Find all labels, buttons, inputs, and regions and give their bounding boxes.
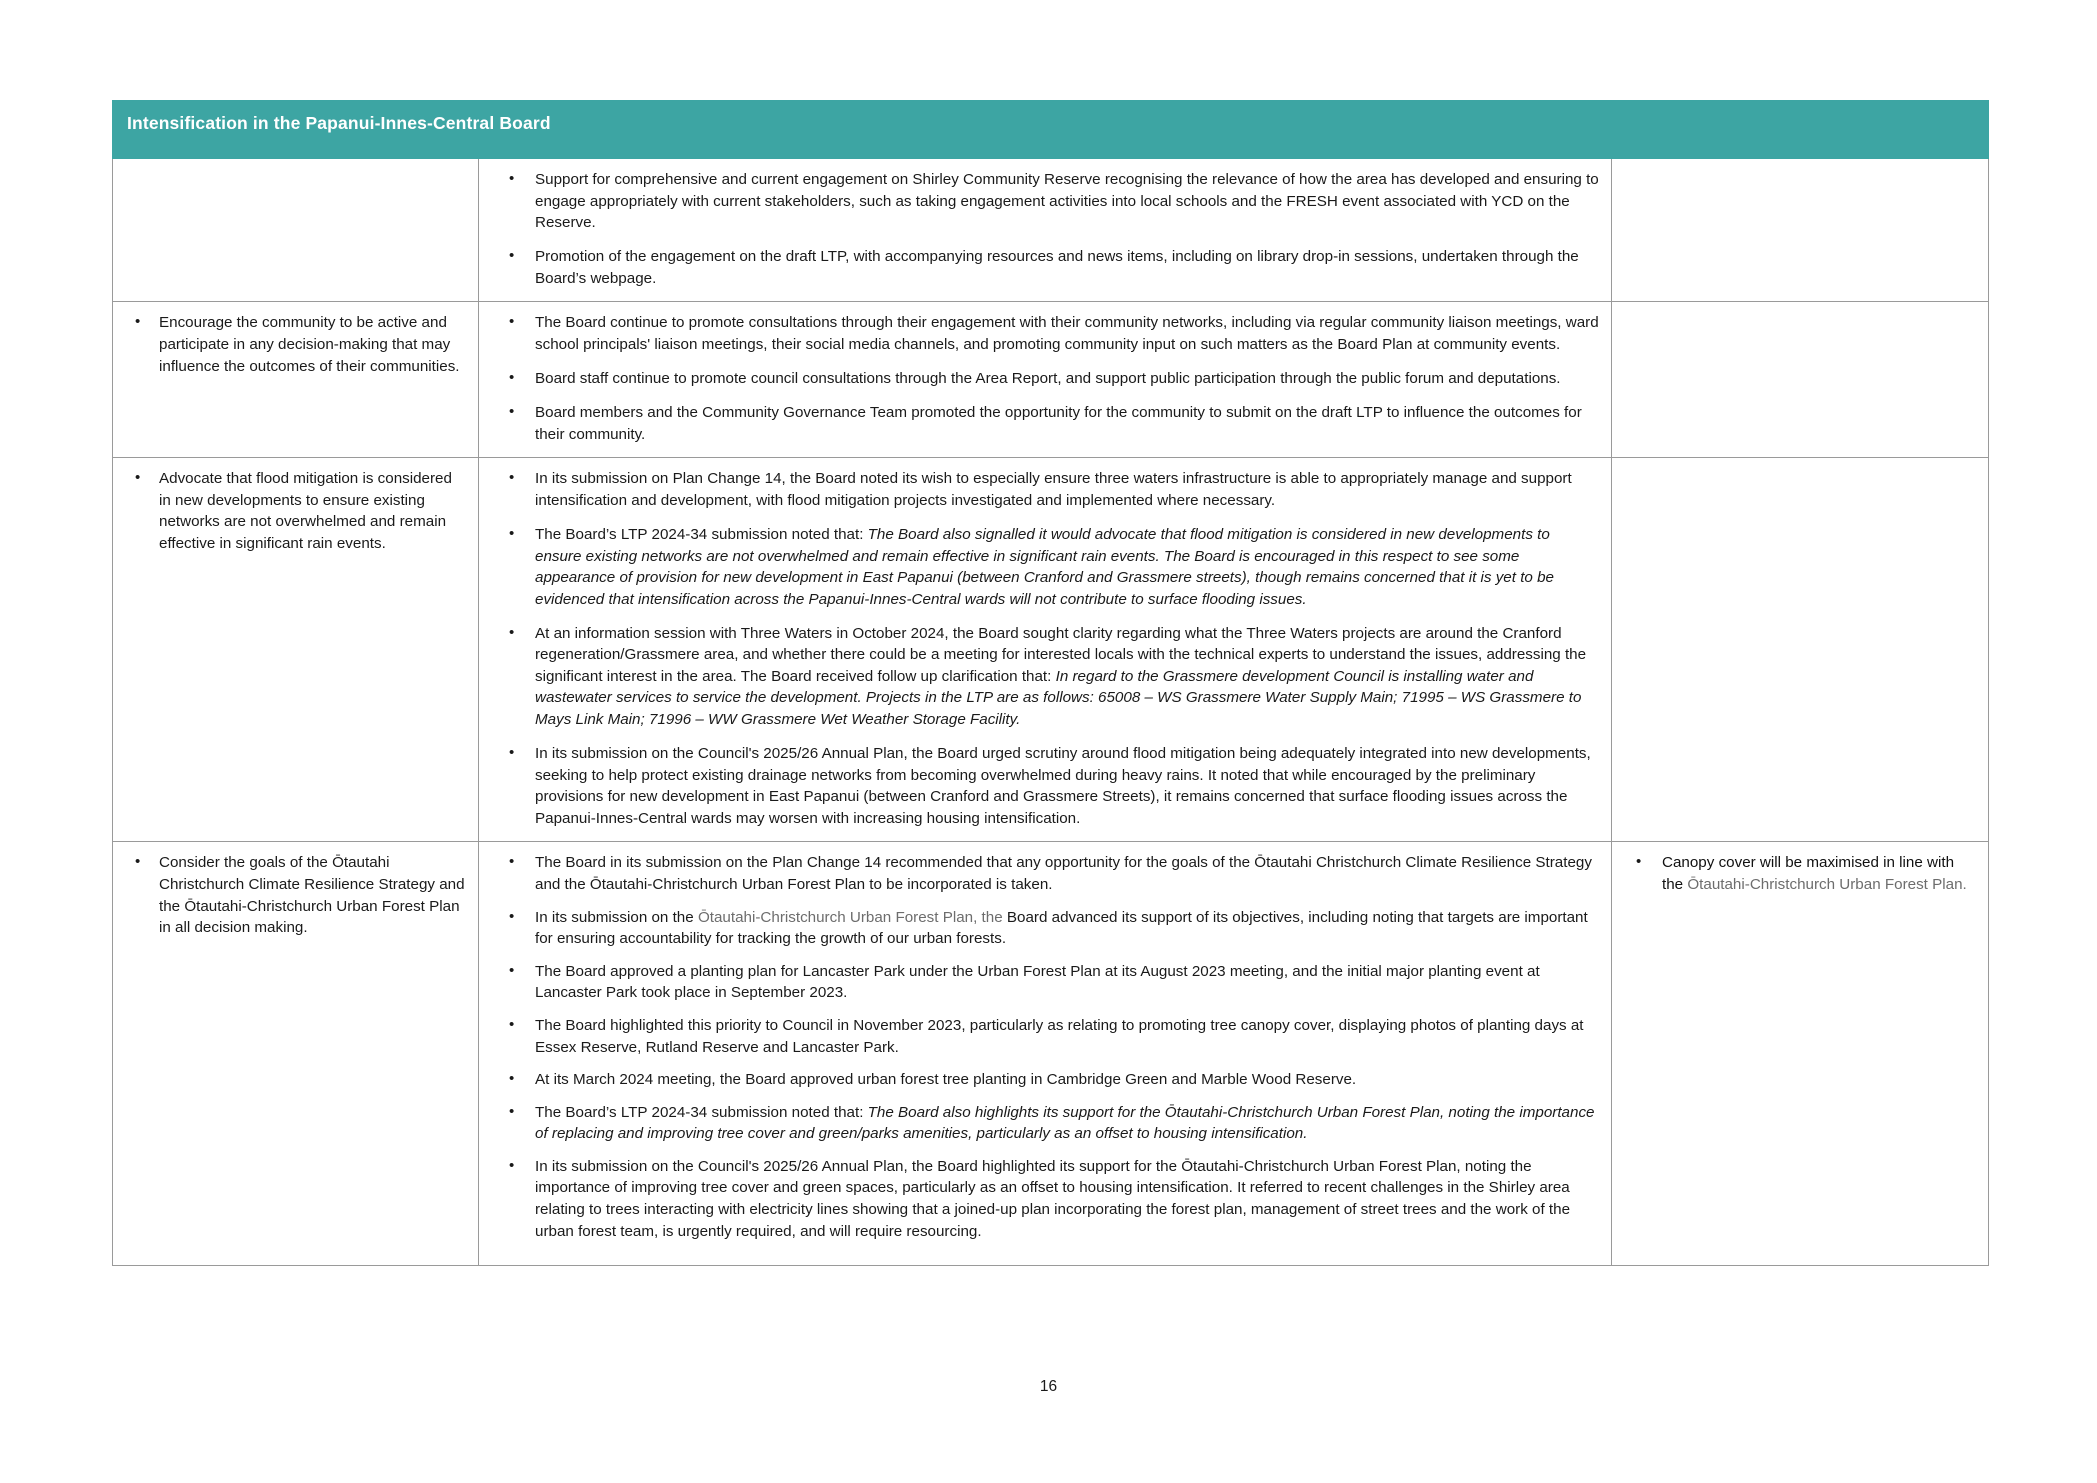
table-row — [113, 842, 1989, 1266]
text-run: At its March 2024 meeting, the Board approved urban forest tree planting in Cambridge Green and Marble Wood Reserve. — [535, 1071, 1357, 1089]
objective-list-r4 — [125, 852, 466, 938]
outcome-content-r2 — [1612, 302, 1988, 324]
text-run: The Board highlighted this priority to Council in November 2023, particularly as relating to promoting tree canopy cover, displaying photos of planting days at Essex Reserve, Rutland Reserve and Lancaster Park. — [535, 1016, 1584, 1056]
activity-cell — [479, 458, 1612, 842]
activity-content-r1 — [479, 159, 1611, 301]
list-item: • Promotion of the engagement on the draft LTP, with accompanying resources and news items, including on library drop-in sessions, undertaken through the Board’s webpage. — [497, 246, 1599, 289]
activity-cell — [479, 842, 1612, 1266]
text-run: In its submission on the Council's 2025/26 Annual Plan, the Board highlighted its support for the Ōtautahi-Christchurch Urban Forest Plan, noting the importance of improving tree cover and green spaces, particularly as an offset to housing intensification. It referred to recent challenges in the Shirley area relating to trees interacting with electricity lines showing that a joined-up plan incorporating the forest plan, management of street trees and the work of the urban forest team, is urgently required, and will require resourcing. — [535, 1157, 1571, 1240]
text-run: In its submission on the Council's 2025/26 Annual Plan, the Board urged scrutiny around flood mitigation being adequately integrated into new developments, seeking to help protect existing drainage networks from becoming overwhelmed during heavy rains. It noted that while encouraged by the preliminary provisions for new development in East Papanui (between Cranford and Grassmere Streets), it remains concerned that surface flooding issues across the Papanui-Innes-Central wards may worsen with increasing housing intensification. — [535, 745, 1591, 827]
list-item: • Encourage the community to be active and participate in any decision-making that may influence the outcomes of their communities. — [125, 312, 466, 377]
objective-cell — [113, 159, 479, 302]
table-row — [113, 302, 1989, 458]
text-run: The Board also signalled it would advocate that flood mitigation is considered in new developments to ensure existing networks are not overwhelmed and remain effective in significant rain events. The Board is encouraged in this respect to see some appearance of provision for new development in East Papanui (between Cranford and Grassmere streets), though remains concerned that it is yet to be evidenced that intensification across the Papanui-Innes-Central wards will not contribute to surface flooding issues. — [535, 525, 1554, 608]
text-run: Canopy cover will be maximised in line with the — [1662, 854, 1955, 894]
activity-content-r3 — [479, 458, 1611, 841]
outcome-content-r3 — [1612, 458, 1988, 480]
text-run: At an information session with Three Waters in October 2024, the Board sought clarity regarding what the Three Waters projects are around the Cranford regeneration/Grassmere area, and whether there could be a meeting for interested locals with the technical experts to understand the issues, addressing the significant interest in the area. The Board received follow up clarification that: — [535, 624, 1587, 685]
list-item — [497, 1015, 1599, 1058]
activity-list-r2 — [497, 312, 1599, 445]
list-item — [497, 1156, 1599, 1242]
activity-list-r1 — [497, 169, 1599, 289]
text-run: In its submission on Plan Change 14, the Board noted its wish to especially ensure three waters infrastructure is able to appropriately manage and support intensification and development, with flood mitigation projects investigated and implemented where necessary. — [535, 470, 1572, 509]
intensification-table — [112, 100, 1989, 1266]
activity-cell — [479, 302, 1612, 458]
activity-list-r3 — [497, 468, 1599, 829]
list-item — [497, 907, 1599, 950]
list-item: • Support for comprehensive and current engagement on Shirley Community Reserve recognising the relevance of how the area has developed and ensuring to engage appropriately with current stakeholders, such as taking engagement activities into local schools and the FRESH event associated with YCD on the Reserve. — [497, 169, 1599, 234]
list-item — [497, 524, 1599, 610]
outcome-list-r4 — [1624, 852, 1976, 895]
list-item — [497, 623, 1599, 731]
outcome-cell — [1612, 302, 1989, 458]
objective-list-r3 — [125, 468, 466, 554]
activity-content-r2 — [479, 302, 1611, 457]
table-header-title: Intensification in the Papanui-Innes-Central Board — [113, 101, 1989, 159]
list-item: • Advocate that flood mitigation is considered in new developments to ensure existing networks are not overwhelmed and remain effective in significant rain events. — [125, 468, 466, 554]
table-header-row — [113, 101, 1989, 159]
objective-cell — [113, 302, 479, 458]
text-run: The Board approved a planting plan for Lancaster Park under the Urban Forest Plan at its August 2023 meeting, and the initial major planting event at Lancaster Park took place in September 2023. — [535, 962, 1540, 1002]
objective-content-r4 — [113, 842, 478, 950]
list-item — [1624, 852, 1976, 895]
list-item — [497, 1102, 1599, 1145]
table-row — [113, 458, 1989, 842]
list-item — [497, 743, 1599, 829]
list-item: • Board members and the Community Governance Team promoted the opportunity for the community to submit on the draft LTP to influence the outcomes for their community. — [497, 402, 1599, 445]
table-row — [113, 159, 1989, 302]
objective-content-r2 — [113, 302, 478, 389]
objective-content-r3 — [113, 458, 478, 566]
objective-cell — [113, 458, 479, 842]
objective-cell — [113, 842, 479, 1266]
text-run: The Board’s LTP 2024-34 submission noted that: — [535, 1103, 868, 1121]
text-run: Ōtautahi-Christchurch Urban Forest Plan. — [1687, 876, 1967, 894]
outcome-cell — [1612, 842, 1989, 1266]
text-run: In regard to the Grassmere development Council is installing water and wastewater services to service the development. Projects in the LTP are as follows: 65008 – WS Grassmere Water Supply Main; 71995 – WS Grassmere to Mays Link Main; 71996 – WW Grassmere Wet Weather Storage Facility. — [535, 667, 1582, 729]
text-run: The Board in its submission on the Plan Change 14 recommended that any opportunity for the goals of the Ōtautahi Christchurch Climate Resilience Strategy and the Ōtautahi-Christchurch Urban Forest Plan to be incorporated is taken. — [535, 854, 1592, 894]
text-run: The Board also highlights its support for the Ōtautahi-Christchurch Urban Forest Plan, noting the importance of replacing and improving tree cover and green/parks amenities, particularly as an offset to housing intensification. — [535, 1103, 1595, 1143]
list-item: • The Board continue to promote consultations through their engagement with their community networks, including via regular community liaison meetings, ward school principals' liaison meetings, their social media channels, and promoting community input on such matters as the Board Plan at community events. — [497, 312, 1599, 355]
list-item — [497, 1069, 1599, 1091]
list-item: • Board staff continue to promote council consultations through the Area Report, and support public participation through the public forum and deputations. — [497, 368, 1599, 390]
list-item — [497, 852, 1599, 895]
outcome-content-r1 — [1612, 159, 1988, 181]
activity-cell — [479, 159, 1612, 302]
text-run: Board advanced its support of its objectives, including noting that targets are important for ensuring accountability for tracking the growth of our urban forests. — [535, 908, 1588, 948]
list-item — [497, 468, 1599, 511]
activity-content-r4 — [479, 842, 1611, 1265]
text-run: In its submission on the — [535, 908, 698, 926]
list-item — [497, 961, 1599, 1004]
list-item: • Consider the goals of the Ōtautahi Christchurch Climate Resilience Strategy and the Ōtautahi-Christchurch Urban Forest Plan in all decision making. — [125, 852, 466, 938]
outcome-cell — [1612, 159, 1989, 302]
page-number: 16 — [1039, 1378, 1058, 1395]
outcome-content-r4 — [1612, 842, 1988, 907]
text-run: Ōtautahi-Christchurch Urban Forest Plan, the — [697, 908, 1003, 926]
activity-list-r4 — [497, 852, 1599, 1242]
objective-content-r1 — [113, 159, 478, 289]
objective-list-r2 — [125, 312, 466, 377]
text-run: The Board’s LTP 2024-34 submission noted that: — [535, 525, 868, 543]
outcome-cell — [1612, 458, 1989, 842]
